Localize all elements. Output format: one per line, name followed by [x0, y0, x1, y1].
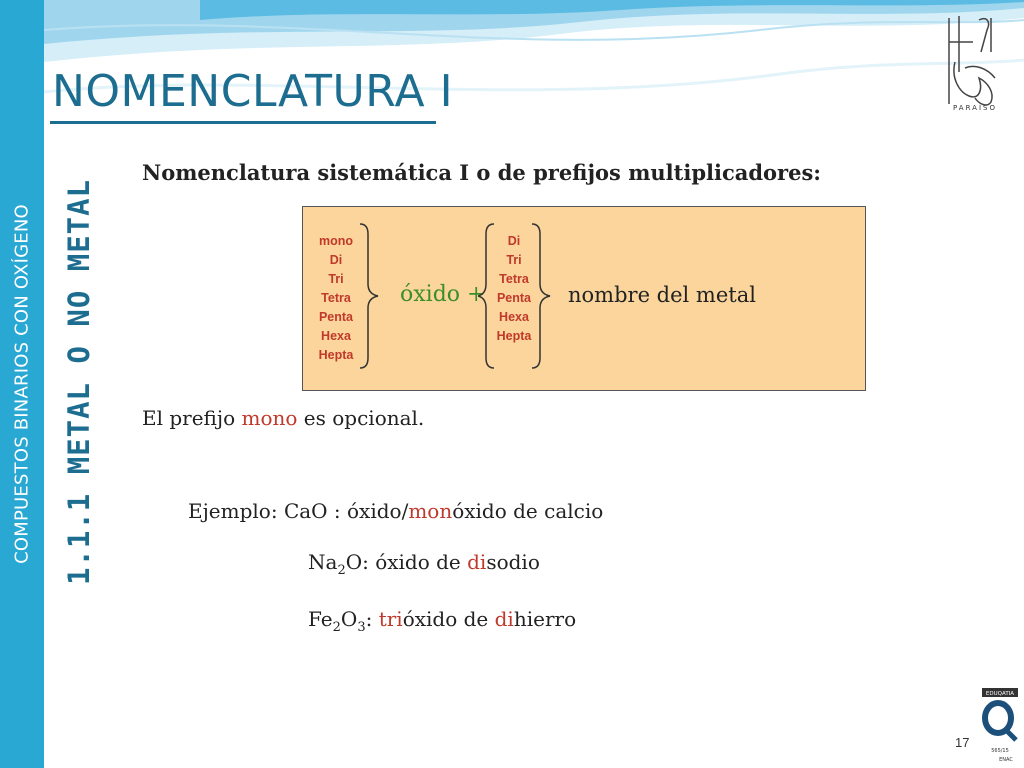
example-1-a: Ejemplo: CaO : óxido/ — [188, 499, 409, 523]
note-highlight: mono — [241, 406, 298, 430]
prefix-item: Penta — [318, 310, 354, 324]
example-2-d: sodio — [486, 550, 540, 574]
prefix-item: Penta — [496, 291, 532, 305]
example-2 — [308, 550, 540, 578]
page-number: 17 — [955, 735, 970, 750]
prefix-item: Hepta — [496, 329, 532, 343]
prefix-item: Hexa — [499, 310, 529, 324]
logo-text: PARAÍSO — [953, 104, 997, 112]
example-3-f: di — [494, 607, 514, 631]
example-2-c: di — [467, 550, 487, 574]
example-3-sub2: 3 — [357, 620, 366, 635]
right-brace-close-icon — [528, 222, 554, 370]
prefix-list-left — [313, 232, 359, 365]
example-3 — [308, 607, 577, 635]
note-before: El prefijo — [142, 406, 242, 430]
title-underline — [50, 121, 436, 124]
note-line — [142, 406, 424, 430]
example-3-a: Fe — [308, 607, 333, 631]
example-1 — [188, 499, 603, 523]
prefix-item: Di — [507, 234, 521, 248]
slide-heading: Nomenclatura sistemática I o de prefijos multiplicadores: — [142, 160, 822, 185]
example-3-d: tri — [378, 607, 403, 631]
cert-code: 565/15 — [991, 748, 1009, 754]
vertical-section-title: 1.1.1 METAL O NO METAL — [62, 178, 96, 586]
side-label: COMPUESTOS BINARIOS CON OXÍGENO — [11, 204, 33, 564]
oxido-text: óxido + — [400, 282, 486, 307]
prefix-item: mono — [318, 234, 354, 248]
certification-badge — [980, 688, 1020, 764]
example-2-sub: 2 — [337, 563, 346, 578]
prefix-item: Hexa — [321, 329, 351, 343]
example-2-b: O: óxido de — [345, 550, 468, 574]
note-after: es opcional. — [297, 406, 425, 430]
nombre-metal-text: nombre del metal — [568, 283, 756, 307]
example-3-e: óxido de — [402, 607, 495, 631]
example-3-b: O — [340, 607, 358, 631]
slide-title: NOMENCLATURA I — [52, 66, 454, 117]
left-sidebar — [0, 0, 44, 768]
prefix-item: Tri — [506, 253, 522, 267]
prefix-item: Tri — [328, 272, 344, 286]
example-2-a: Na — [308, 550, 338, 574]
cert-enac: ENAC — [999, 757, 1013, 763]
example-3-c: : — [365, 607, 379, 631]
example-1-c: óxido de calcio — [452, 499, 604, 523]
left-brace-icon — [356, 222, 382, 370]
cert-brand: EDUQATIA — [985, 691, 1015, 697]
example-3-sub1: 2 — [332, 620, 341, 635]
example-1-b: mon — [408, 499, 453, 523]
prefix-item: Di — [329, 253, 343, 267]
prefix-item: Tetra — [321, 291, 351, 305]
prefix-item: Hepta — [318, 348, 354, 362]
prefix-item: Tetra — [499, 272, 529, 286]
example-3-g: hierro — [513, 607, 577, 631]
